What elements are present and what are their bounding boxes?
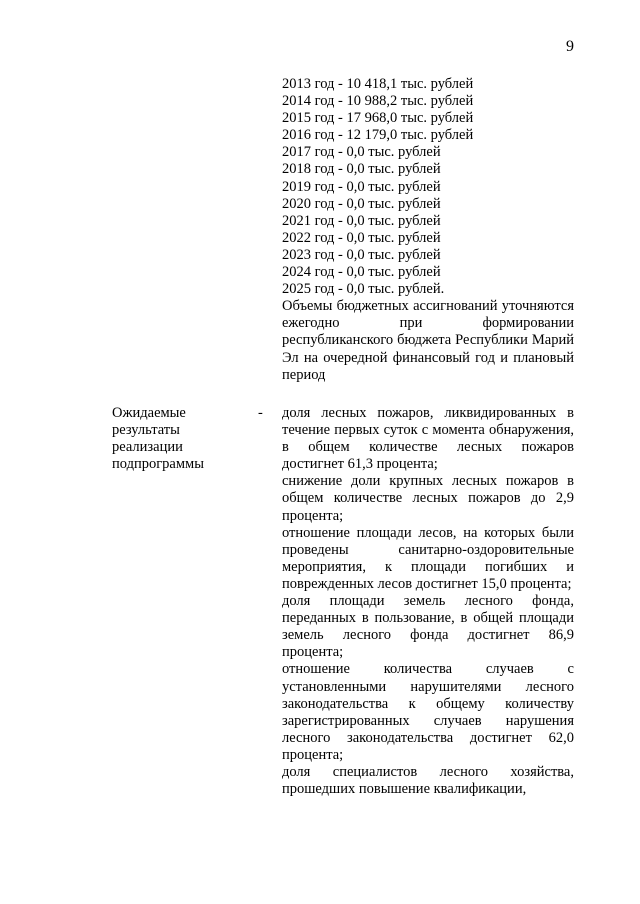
funding-block xyxy=(282,76,574,384)
funding-year-2025: 2025 год - 0,0 тыс. рублей. xyxy=(282,281,445,298)
results-list xyxy=(282,405,574,798)
result-item-fires-first-day: доля лесных пожаров, ликвидированных в течение первых суток с момента обнаружения, в общем количестве лесных пожаров достигнет 61,3 процента; xyxy=(282,405,574,473)
result-item-violations: отношение количества случаев с установленными нарушителями лесного законодательства к общему количеству зарегистрированных случаев нарушения лесного законодательства достигнет 62,0 процента; xyxy=(282,661,574,763)
results-dash: - xyxy=(258,405,263,421)
funding-year-2017: 2017 год - 0,0 тыс. рублей xyxy=(282,144,441,161)
funding-year-2016: 2016 год - 12 179,0 тыс. рублей xyxy=(282,127,474,144)
funding-year-2024: 2024 год - 0,0 тыс. рублей xyxy=(282,264,441,281)
funding-year-2022: 2022 год - 0,0 тыс. рублей xyxy=(282,229,441,246)
results-label: Ожидаемые результаты реализации подпрограммы xyxy=(112,405,204,473)
funding-year-2020: 2020 год - 0,0 тыс. рублей xyxy=(282,195,441,212)
funding-note: Объемы бюджетных ассигнований уточняются ежегодно при формировании республиканского бюджета Республики Марий Эл на очередной финансовый год и плановый период xyxy=(282,298,574,383)
funding-year-2021: 2021 год - 0,0 тыс. рублей xyxy=(282,212,441,229)
funding-year-2018: 2018 год - 0,0 тыс. рублей xyxy=(282,161,441,178)
funding-year-2019: 2019 год - 0,0 тыс. рублей xyxy=(282,178,441,195)
result-item-sanitary-measures: отношение площади лесов, на которых были проведены санитарно-оздоровительные мероприятия, к площади погибших и поврежденных лесов достигнет 15,0 процента; xyxy=(282,524,574,592)
page-number: 9 xyxy=(566,38,574,55)
result-item-specialists: доля специалистов лесного хозяйства, прошедших повышение квалификации, xyxy=(282,763,574,798)
result-item-large-fires: снижение доли крупных лесных пожаров в общем количестве лесных пожаров до 2,9 процента; xyxy=(282,473,574,524)
funding-year-2015: 2015 год - 17 968,0 тыс. рублей xyxy=(282,110,474,127)
result-item-land-use: доля площади земель лесного фонда, переданных в пользование, в общей площади земель лесного фонда достигнет 86,9 процента; xyxy=(282,593,574,661)
funding-year-2023: 2023 год - 0,0 тыс. рублей xyxy=(282,246,441,263)
funding-year-2013: 2013 год - 10 418,1 тыс. рублей xyxy=(282,76,474,92)
funding-year-2014: 2014 год - 10 988,2 тыс. рублей xyxy=(282,93,474,110)
